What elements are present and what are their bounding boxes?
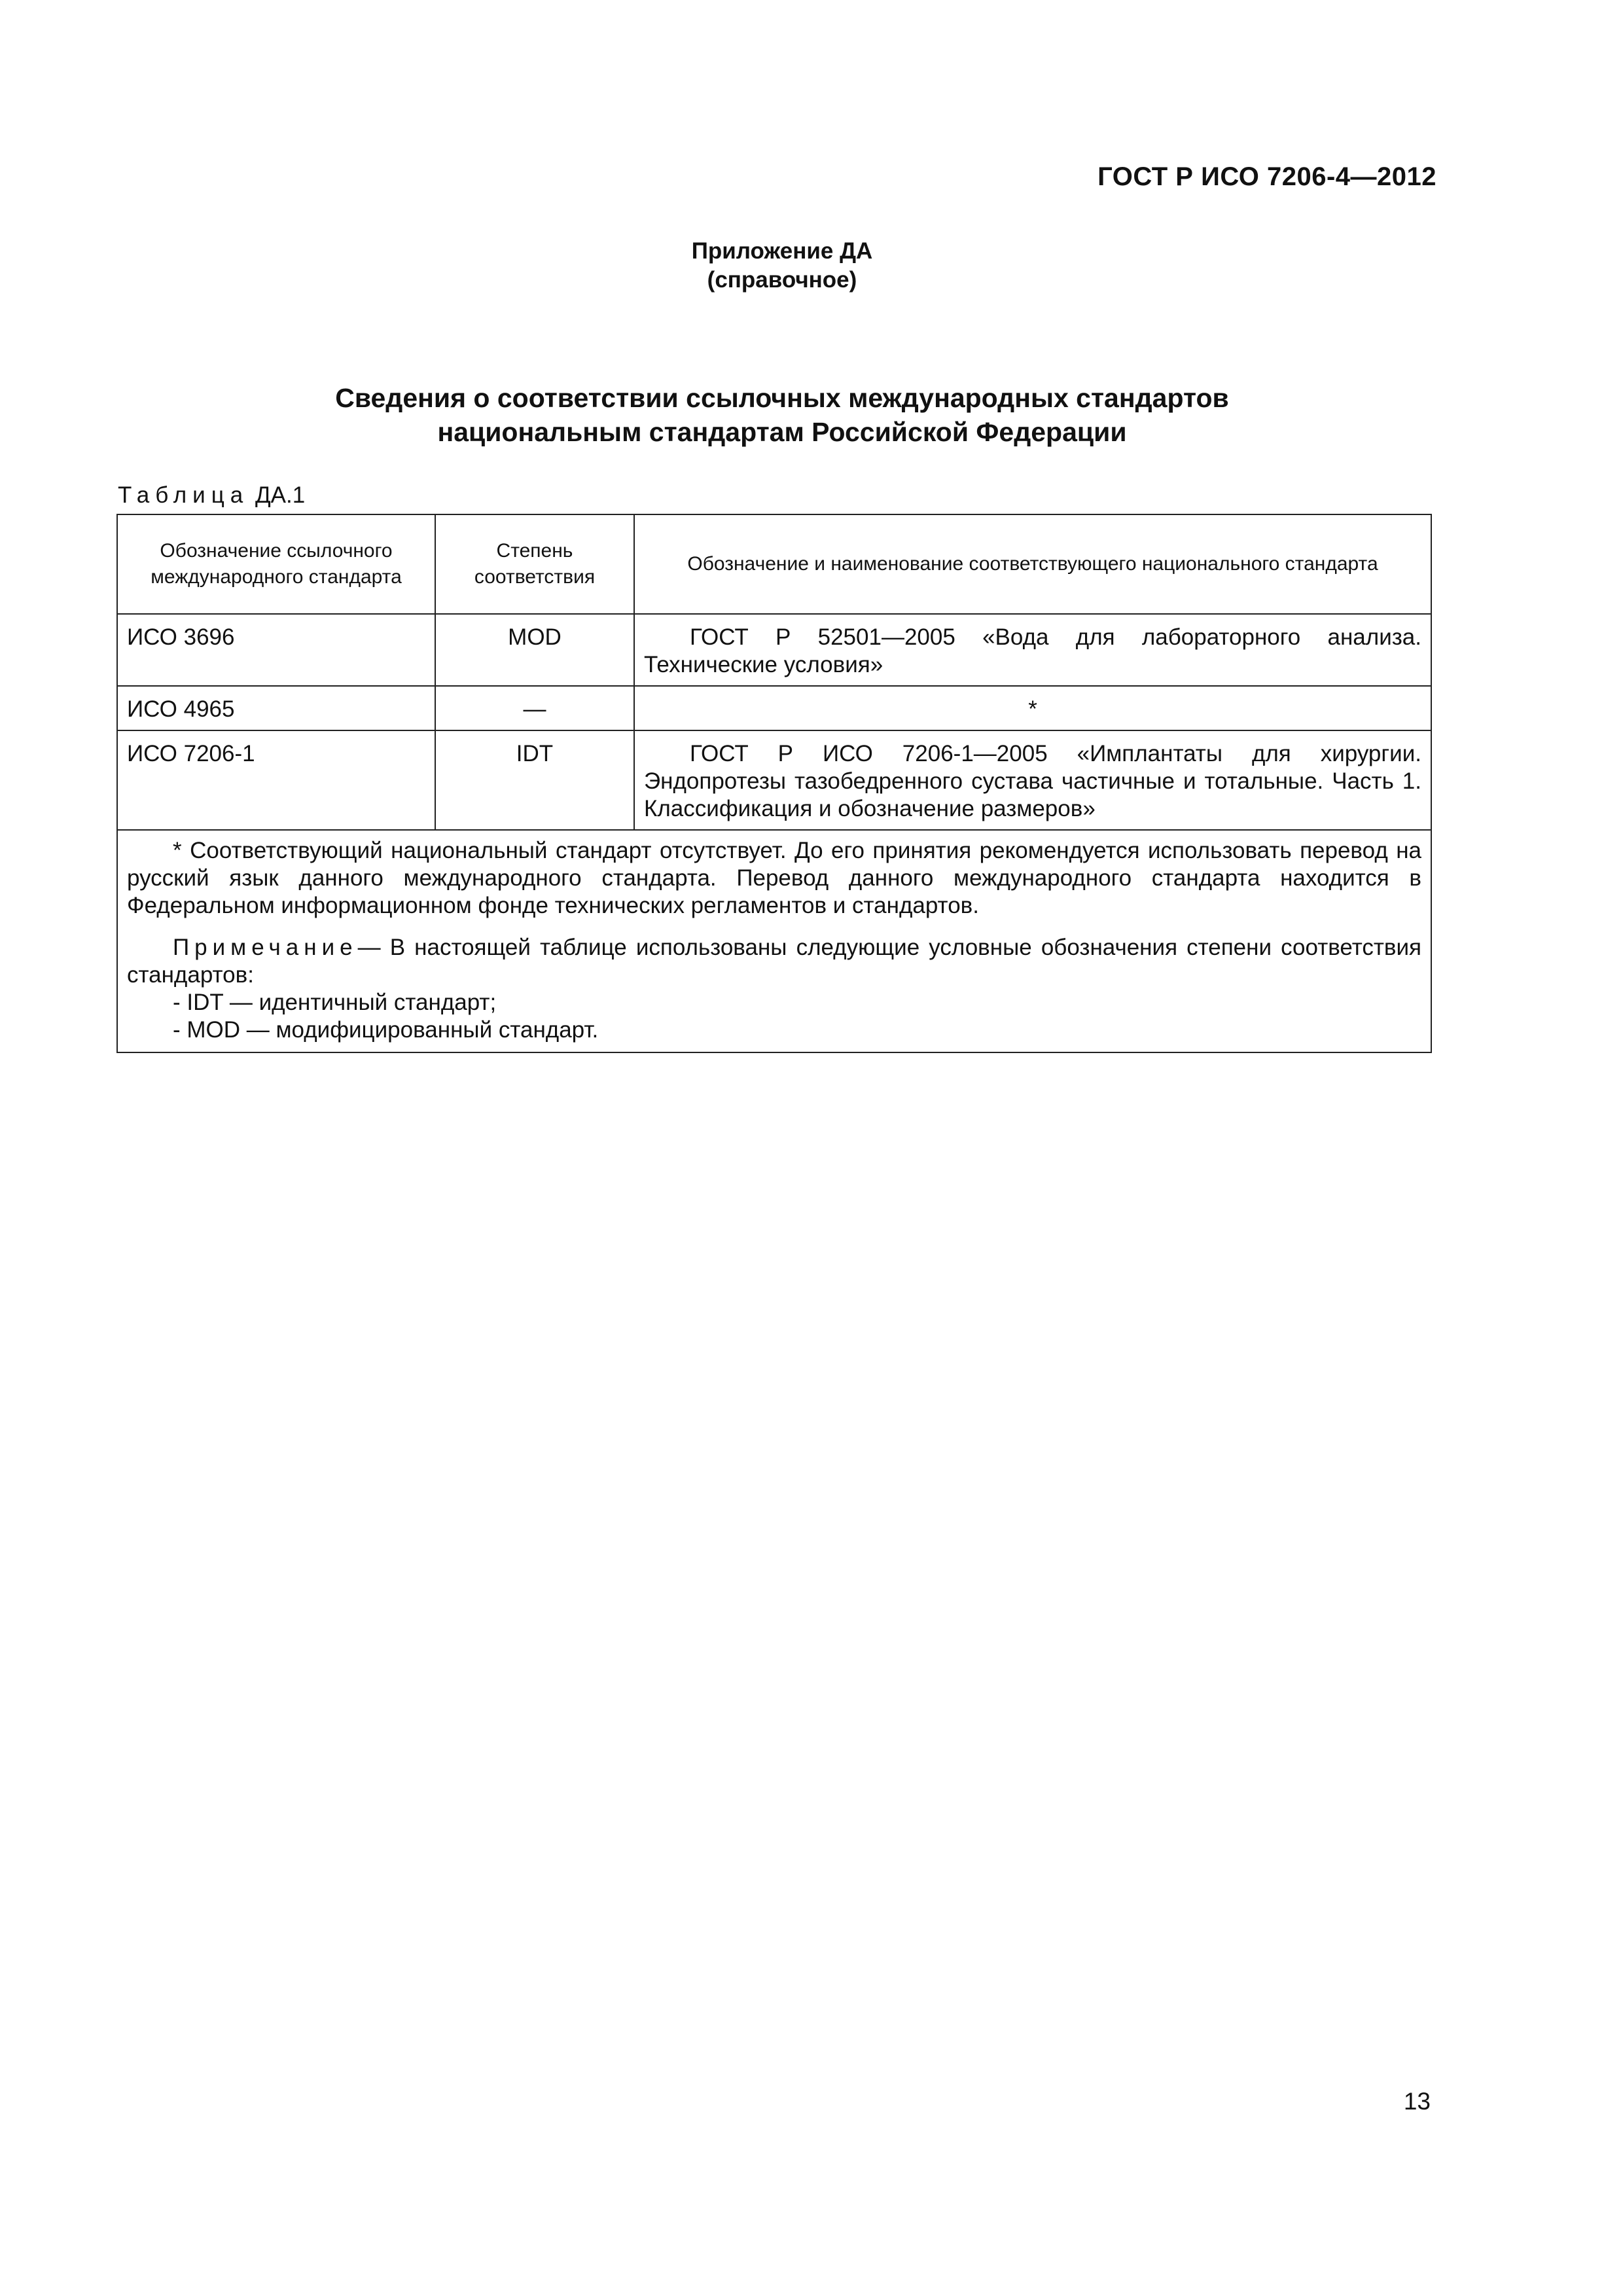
table-row [117,730,1431,830]
table-label-word: Таблица [118,482,249,508]
note-text: — В настоящей таблице использованы следующие условные обозначения степени соответствия стандартов: [127,935,1421,988]
table-footnote-row [117,830,1431,1052]
cell-degree: MOD [435,614,634,686]
cell-ref-standard: ИСО 7206-1 [117,730,435,830]
cell-national-standard: * [634,686,1431,730]
cell-degree: IDT [435,730,634,830]
correspondence-table [116,514,1432,1053]
cell-ref-standard: ИСО 3696 [117,614,435,686]
table-row [117,686,1431,730]
table-label-number: ДА.1 [255,482,306,508]
document-code: ГОСТ Р ИСО 7206-4—2012 [1097,162,1436,191]
table-label [118,482,305,509]
appendix-subtitle: (справочное) [707,267,857,293]
appendix-heading [0,237,1564,295]
cell-ref-standard: ИСО 4965 [117,686,435,730]
footnote-text: * Соответствующий национальный стандарт отсутствует. До его принятия рекомендуется использовать перевод на русский язык данного международного стандарта. Перевод данного международного стандарта находится в Федеральном информационном фонде технических регламентов и стандартов. [127,838,1421,918]
page-number: 13 [1403,2088,1431,2115]
footnote-cell [117,830,1431,1052]
note-paragraph [127,934,1421,989]
note-label: Примечание [173,935,358,960]
cell-national-standard: ГОСТ Р 52501—2005 «Вода для лабораторного анализа. Технические условия» [634,614,1431,686]
note-item-idt: - IDT — идентичный стандарт; [173,990,497,1015]
cell-degree: — [435,686,634,730]
header-degree: Степень соответствия [435,514,634,614]
note-item-mod: - MOD — модифицированный стандарт. [173,1017,599,1043]
section-title [0,381,1564,449]
appendix-title: Приложение ДА [691,238,873,264]
table-row [117,614,1431,686]
section-title-line-1: Сведения о соответствии ссылочных международных стандартов [335,383,1229,413]
cell-national-standard: ГОСТ Р ИСО 7206-1—2005 «Имплантаты для хирургии. Эндопротезы тазобедренного сустава частичные и тотальные. Часть 1. Классификация и обозначение размеров» [634,730,1431,830]
header-national-standard: Обозначение и наименование соответствующего национального стандарта [634,514,1431,614]
header-ref-standard: Обозначение ссылочного международного стандарта [117,514,435,614]
table-header-row [117,514,1431,614]
section-title-line-2: национальным стандартам Российской Федерации [437,417,1127,447]
